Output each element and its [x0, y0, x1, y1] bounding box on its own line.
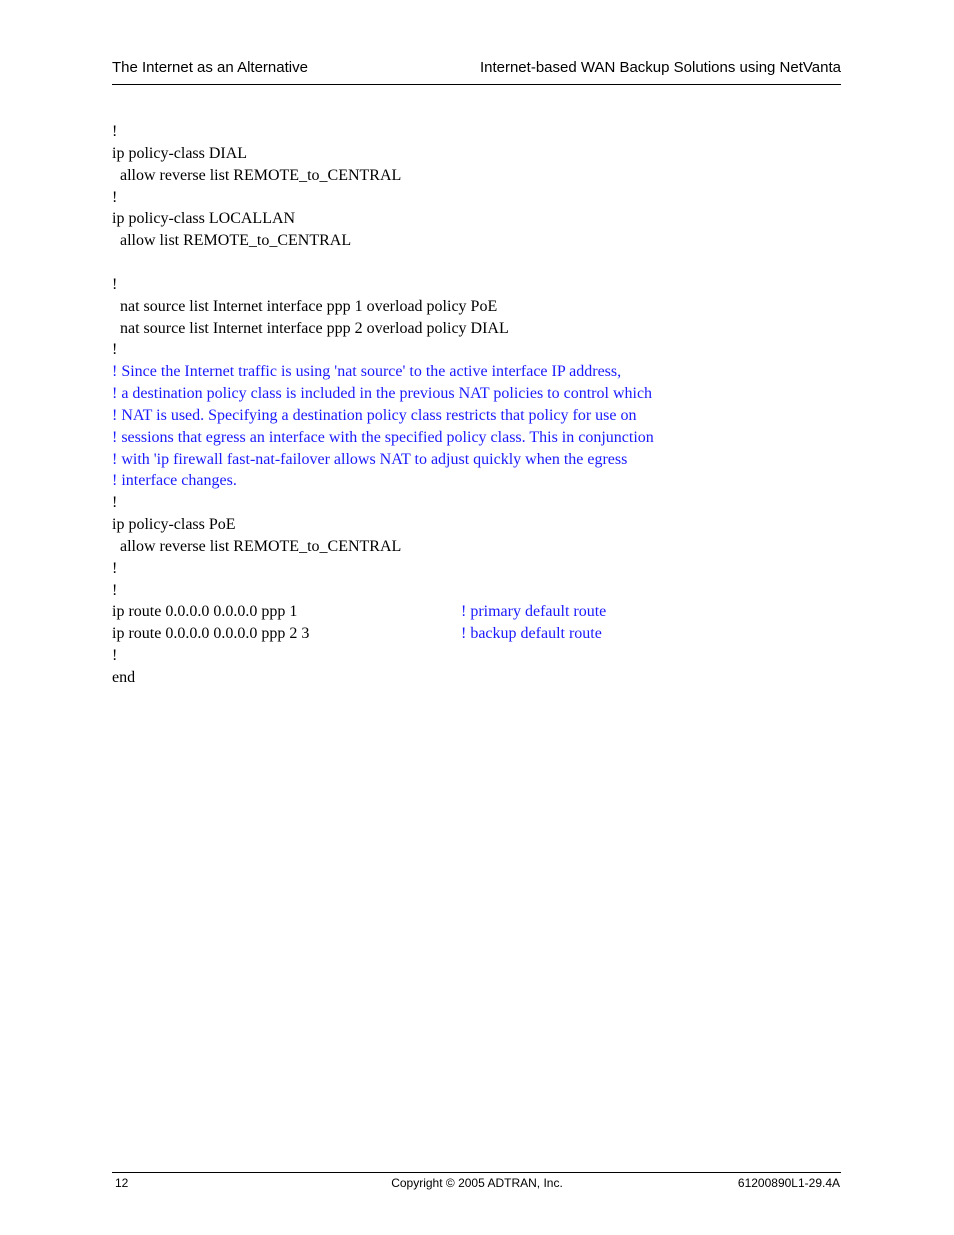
- page-number: 12: [115, 1176, 129, 1190]
- header-divider: [112, 84, 841, 85]
- code-line: !: [112, 494, 118, 511]
- code-line: ip route 0.0.0.0 0.0.0.0 ppp 1: [112, 603, 298, 620]
- code-line: !: [112, 123, 118, 140]
- code-line: !: [112, 647, 118, 664]
- code-comment-line: ! interface changes.: [112, 472, 237, 489]
- code-line: ip policy-class PoE: [112, 516, 236, 533]
- code-line: nat source list Internet interface ppp 1 overload policy PoE: [112, 298, 498, 315]
- code-line: !: [112, 189, 118, 206]
- code-line: allow reverse list REMOTE_to_CENTRAL: [112, 167, 402, 184]
- code-comment-line: ! a destination policy class is included in the previous NAT policies to control which: [112, 385, 653, 402]
- header-document-title: Internet-based WAN Backup Solutions using NetVanta: [479, 59, 841, 76]
- code-comment-line: ! sessions that egress an interface with the specified policy class. This in conjunction: [112, 429, 654, 446]
- code-line: ip route 0.0.0.0 0.0.0.0 ppp 2 3: [112, 625, 310, 642]
- code-line: !: [112, 341, 118, 358]
- code-line: allow reverse list REMOTE_to_CENTRAL: [112, 538, 402, 555]
- code-line: end: [112, 669, 136, 686]
- code-line: allow list REMOTE_to_CENTRAL: [112, 232, 352, 249]
- primary-route-comment: ! primary default route: [461, 603, 607, 620]
- code-line: ip policy-class DIAL: [112, 145, 248, 162]
- backup-route-comment: ! backup default route: [461, 625, 602, 642]
- code-comment-line: ! NAT is used. Specifying a destination policy class restricts that policy for use on: [112, 407, 637, 424]
- code-line: !: [112, 560, 118, 577]
- code-comment-line: ! with 'ip firewall fast-nat-failover allows NAT to adjust quickly when the egress: [112, 451, 628, 468]
- code-line: nat source list Internet interface ppp 2 overload policy DIAL: [112, 320, 509, 337]
- document-id: 61200890L1-29.4A: [737, 1176, 840, 1190]
- code-line: !: [112, 276, 118, 293]
- copyright-notice: Copyright © 2005 ADTRAN, Inc.: [391, 1176, 563, 1190]
- code-line: !: [112, 582, 118, 599]
- code-line: ip policy-class LOCALLAN: [112, 210, 296, 227]
- code-comment-line: ! Since the Internet traffic is using 'nat source' to the active interface IP address,: [112, 363, 622, 380]
- header-section-title: The Internet as an Alternative: [112, 59, 308, 76]
- footer-divider: [112, 1172, 841, 1173]
